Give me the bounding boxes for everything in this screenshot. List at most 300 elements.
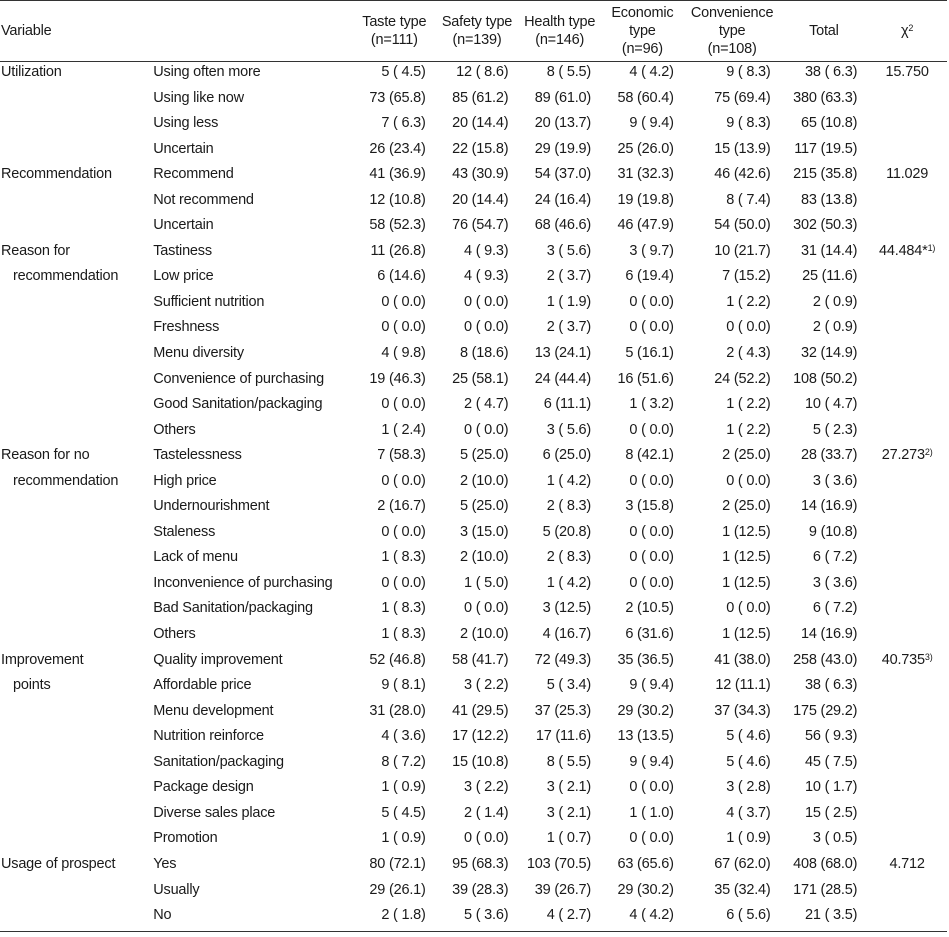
category-cell: Freshness bbox=[153, 319, 220, 336]
category-cell: Others bbox=[153, 626, 196, 643]
variable-cell bbox=[0, 496, 149, 522]
chi-square-cell bbox=[867, 62, 947, 88]
variable-cell bbox=[0, 394, 149, 420]
chi-square-cell bbox=[867, 598, 947, 624]
category-cell: Uncertain bbox=[153, 217, 214, 234]
total-cell: 5 ( 2.3) bbox=[812, 421, 858, 438]
category-cell: Not recommend bbox=[153, 191, 254, 208]
value-cell: 3 (15.8) bbox=[625, 498, 674, 515]
total-cell: 32 (14.9) bbox=[801, 345, 858, 362]
chi-square-cell bbox=[867, 726, 947, 752]
variable-cell bbox=[0, 624, 149, 650]
value-cell: 7 (58.3) bbox=[377, 447, 426, 464]
variable-label: Utilization bbox=[1, 64, 62, 80]
table-row bbox=[0, 803, 947, 829]
variable-cell bbox=[0, 215, 149, 241]
total-cell: 215 (35.8) bbox=[793, 166, 858, 183]
variable-cell bbox=[0, 190, 149, 216]
chi-square-cell bbox=[867, 292, 947, 318]
chi-square-cell bbox=[867, 394, 947, 420]
category-cell: Using less bbox=[153, 115, 219, 132]
variable-label-cont: recommendation bbox=[13, 472, 119, 489]
value-cell: 2 (10.0) bbox=[459, 472, 509, 489]
chi-square-cell bbox=[867, 113, 947, 139]
category-cell: Diverse sales place bbox=[153, 804, 276, 821]
variable-cell bbox=[0, 828, 149, 854]
value-cell: 0 ( 0.0) bbox=[726, 472, 771, 489]
chi-square-cell bbox=[867, 880, 947, 906]
value-cell: 7 (15.2) bbox=[722, 268, 771, 285]
value-cell: 7 ( 6.3) bbox=[381, 115, 426, 132]
value-cell: 0 ( 0.0) bbox=[381, 574, 426, 591]
header-group: Safety type (n=139) bbox=[441, 14, 513, 48]
value-cell: 6 (19.4) bbox=[625, 268, 674, 285]
chi-square-cell bbox=[867, 650, 947, 676]
value-cell: 39 (26.7) bbox=[534, 881, 592, 898]
total-cell: 2 ( 0.9) bbox=[812, 293, 858, 310]
total-cell: 2 ( 0.9) bbox=[812, 319, 858, 336]
table-row bbox=[0, 905, 947, 931]
variable-cell bbox=[0, 62, 149, 88]
variable-cell bbox=[0, 701, 149, 727]
variable-label: Reason for bbox=[1, 242, 70, 259]
value-cell: 2 (10.0) bbox=[459, 549, 509, 566]
value-cell: 6 (25.0) bbox=[542, 447, 592, 464]
value-cell: 2 ( 4.7) bbox=[464, 396, 509, 413]
chi-square-cell bbox=[867, 215, 947, 241]
category-cell: Uncertain bbox=[153, 140, 214, 157]
total-cell: 3 ( 3.6) bbox=[812, 472, 858, 489]
value-cell: 75 (69.4) bbox=[714, 89, 771, 106]
total-cell: 380 (63.3) bbox=[793, 89, 858, 106]
category-cell: Menu diversity bbox=[153, 345, 244, 362]
value-cell: 2 ( 8.3) bbox=[546, 498, 592, 515]
variable-cell bbox=[0, 752, 149, 778]
header-chi-square: $\chi^2$ bbox=[901, 23, 914, 39]
value-cell: 3 (15.0) bbox=[459, 523, 509, 540]
total-cell: 6 ( 7.2) bbox=[812, 549, 858, 566]
value-cell: 2 ( 3.7) bbox=[546, 319, 592, 336]
value-cell: 41 (38.0) bbox=[714, 651, 771, 668]
header-group: Convenience type (n=108) bbox=[690, 5, 774, 57]
value-cell: 1 ( 0.9) bbox=[726, 830, 771, 847]
value-cell: 8 ( 5.5) bbox=[546, 64, 592, 80]
category-cell: Using like now bbox=[153, 89, 244, 106]
total-cell: 56 ( 9.3) bbox=[805, 728, 858, 745]
category-cell: Sufficient nutrition bbox=[153, 293, 265, 310]
chi-square-cell bbox=[867, 471, 947, 497]
value-cell: 20 (14.4) bbox=[452, 191, 509, 208]
total-cell: 175 (29.2) bbox=[793, 702, 858, 719]
total-cell: 14 (16.9) bbox=[801, 626, 858, 643]
value-cell: 1 ( 8.3) bbox=[381, 600, 426, 617]
value-cell: 9 ( 8.1) bbox=[381, 677, 426, 694]
value-cell: 0 ( 0.0) bbox=[464, 319, 509, 336]
value-cell: 5 ( 3.6) bbox=[464, 907, 509, 924]
value-cell: 54 (37.0) bbox=[534, 166, 592, 183]
header-group: Economic type (n=96) bbox=[611, 5, 674, 57]
value-cell: 2 (16.7) bbox=[377, 498, 426, 515]
category-cell: Yes bbox=[153, 855, 177, 872]
value-cell: 0 ( 0.0) bbox=[629, 830, 674, 847]
value-cell: 29 (19.9) bbox=[534, 140, 592, 157]
value-cell: 25 (58.1) bbox=[452, 370, 509, 387]
value-cell: 3 ( 9.7) bbox=[629, 242, 674, 259]
value-cell: 1 ( 4.2) bbox=[546, 574, 592, 591]
value-cell: 46 (47.9) bbox=[617, 217, 674, 234]
value-cell: 2 (25.0) bbox=[722, 498, 771, 515]
value-cell: 15 (13.9) bbox=[714, 140, 771, 157]
value-cell: 0 ( 0.0) bbox=[381, 293, 426, 310]
total-cell: 21 ( 3.5) bbox=[805, 907, 858, 924]
table-row bbox=[0, 573, 947, 599]
value-cell: 41 (36.9) bbox=[369, 166, 426, 183]
value-cell: 9 ( 8.3) bbox=[726, 115, 771, 132]
value-cell: 3 ( 2.1) bbox=[546, 804, 592, 821]
variable-label-cont: points bbox=[13, 677, 51, 694]
variable-cell bbox=[0, 573, 149, 599]
total-cell: 15 ( 2.5) bbox=[805, 804, 858, 821]
category-cell: Tastelessness bbox=[153, 447, 242, 464]
value-cell: 103 (70.5) bbox=[526, 855, 592, 872]
variable-label: Usage of prospect bbox=[1, 855, 116, 872]
value-cell: 85 (61.2) bbox=[452, 89, 509, 106]
variable-label-cont: recommendation bbox=[13, 268, 119, 285]
value-cell: 2 ( 3.7) bbox=[546, 268, 592, 285]
value-cell: 37 (34.3) bbox=[714, 702, 771, 719]
value-cell: 16 (51.6) bbox=[617, 370, 674, 387]
chi-square-cell bbox=[867, 343, 947, 369]
chi-square-cell bbox=[867, 701, 947, 727]
value-cell: 4 ( 2.7) bbox=[546, 907, 592, 924]
chi-square-value: 11.029 bbox=[886, 166, 929, 183]
table-row bbox=[0, 624, 947, 650]
value-cell: 12 (11.1) bbox=[715, 677, 771, 694]
table-row bbox=[0, 164, 947, 190]
table-row bbox=[0, 650, 947, 676]
value-cell: 4 ( 9.3) bbox=[464, 268, 509, 285]
table-row bbox=[0, 369, 947, 395]
category-cell: Others bbox=[153, 421, 196, 438]
chi-square-cell bbox=[867, 190, 947, 216]
value-cell: 2 (25.0) bbox=[722, 447, 771, 464]
chi-square-cell bbox=[867, 547, 947, 573]
variable-label: Improvement bbox=[1, 651, 84, 668]
category-cell: Staleness bbox=[153, 523, 216, 540]
value-cell: 0 ( 0.0) bbox=[381, 319, 426, 336]
value-cell: 8 ( 7.2) bbox=[381, 753, 426, 770]
chi-square-cell bbox=[867, 624, 947, 650]
table-row bbox=[0, 471, 947, 497]
value-cell: 3 ( 5.6) bbox=[546, 421, 592, 438]
value-cell: 8 (42.1) bbox=[625, 447, 674, 464]
table-row bbox=[0, 241, 947, 267]
value-cell: 58 (41.7) bbox=[452, 651, 509, 668]
value-cell: 17 (12.2) bbox=[452, 728, 509, 745]
category-cell: Tastiness bbox=[153, 242, 212, 259]
table-row bbox=[0, 675, 947, 701]
value-cell: 35 (32.4) bbox=[714, 881, 771, 898]
value-cell: 1 ( 4.2) bbox=[546, 472, 592, 489]
table-row bbox=[0, 752, 947, 778]
chi-square-cell bbox=[867, 675, 947, 701]
header-variable: Variable bbox=[1, 23, 52, 39]
chi-square-cell bbox=[867, 317, 947, 343]
category-cell: Recommend bbox=[153, 166, 234, 183]
chi-square-value: 4.712 bbox=[889, 855, 925, 872]
value-cell: 1 (12.5) bbox=[722, 523, 771, 540]
total-cell: 171 (28.5) bbox=[793, 881, 858, 898]
value-cell: 2 ( 1.4) bbox=[464, 804, 509, 821]
value-cell: 4 ( 3.6) bbox=[381, 728, 426, 745]
chi-square-cell bbox=[867, 139, 947, 165]
total-cell: 83 (13.8) bbox=[801, 191, 858, 208]
value-cell: 22 (15.8) bbox=[452, 140, 509, 157]
value-cell: 35 (36.5) bbox=[617, 651, 674, 668]
total-cell: 6 ( 7.2) bbox=[812, 600, 858, 617]
table-row bbox=[0, 445, 947, 471]
value-cell: 5 (20.8) bbox=[542, 523, 592, 540]
value-cell: 1 ( 8.3) bbox=[381, 626, 426, 643]
value-cell: 73 (65.8) bbox=[369, 89, 426, 106]
value-cell: 0 ( 0.0) bbox=[726, 600, 771, 617]
table-row bbox=[0, 496, 947, 522]
value-cell: 80 (72.1) bbox=[369, 855, 426, 872]
chi-square-cell bbox=[867, 445, 947, 471]
total-cell: 117 (19.5) bbox=[794, 140, 858, 157]
variable-cell bbox=[0, 445, 149, 471]
value-cell: 2 (10.5) bbox=[625, 600, 674, 617]
chi-square-cell bbox=[867, 803, 947, 829]
header-row bbox=[0, 1, 947, 62]
category-cell: High price bbox=[153, 472, 217, 489]
category-cell: Quality improvement bbox=[153, 651, 283, 668]
chi-square-cell bbox=[867, 164, 947, 190]
value-cell: 1 ( 0.7) bbox=[546, 830, 592, 847]
category-cell: Inconvenience of purchasing bbox=[153, 574, 333, 591]
variable-cell bbox=[0, 88, 149, 114]
total-cell: 14 (16.9) bbox=[801, 498, 858, 515]
total-cell: 9 (10.8) bbox=[808, 523, 858, 540]
value-cell: 13 (13.5) bbox=[617, 728, 674, 745]
total-cell: 65 (10.8) bbox=[801, 115, 858, 132]
category-cell: Lack of menu bbox=[153, 549, 238, 566]
value-cell: 31 (32.3) bbox=[617, 166, 674, 183]
value-cell: 39 (28.3) bbox=[452, 881, 509, 898]
value-cell: 0 ( 0.0) bbox=[464, 421, 509, 438]
value-cell: 5 ( 4.6) bbox=[726, 753, 771, 770]
variable-cell bbox=[0, 420, 149, 446]
variable-cell bbox=[0, 598, 149, 624]
value-cell: 4 ( 4.2) bbox=[629, 64, 674, 80]
value-cell: 17 (11.6) bbox=[535, 728, 592, 745]
value-cell: 1 ( 2.2) bbox=[726, 421, 771, 438]
table-row bbox=[0, 190, 947, 216]
value-cell: 1 (12.5) bbox=[722, 626, 771, 643]
value-cell: 0 ( 0.0) bbox=[629, 779, 674, 796]
category-cell: Low price bbox=[153, 268, 214, 285]
table-row bbox=[0, 317, 947, 343]
value-cell: 41 (29.5) bbox=[452, 702, 509, 719]
value-cell: 5 ( 4.5) bbox=[381, 64, 426, 80]
value-cell: 1 ( 1.9) bbox=[546, 293, 592, 310]
value-cell: 6 ( 5.6) bbox=[726, 907, 771, 924]
chi-square-cell bbox=[867, 522, 947, 548]
variable-cell bbox=[0, 343, 149, 369]
chi-square-cell bbox=[867, 496, 947, 522]
category-cell: Using often more bbox=[153, 64, 261, 80]
variable-cell bbox=[0, 905, 149, 931]
chi-square-cell bbox=[867, 905, 947, 931]
total-cell: 28 (33.7) bbox=[801, 447, 858, 464]
table-row bbox=[0, 880, 947, 906]
value-cell: 20 (13.7) bbox=[534, 115, 592, 132]
variable-cell bbox=[0, 675, 149, 701]
category-cell: Convenience of purchasing bbox=[153, 370, 324, 387]
value-cell: 89 (61.0) bbox=[534, 89, 592, 106]
value-cell: 1 ( 0.9) bbox=[381, 830, 426, 847]
value-cell: 29 (30.2) bbox=[617, 881, 674, 898]
value-cell: 5 (16.1) bbox=[625, 345, 674, 362]
table-body bbox=[0, 62, 947, 932]
value-cell: 0 ( 0.0) bbox=[464, 600, 509, 617]
chi-square-cell bbox=[867, 369, 947, 395]
value-cell: 24 (44.4) bbox=[534, 370, 592, 387]
table-row bbox=[0, 777, 947, 803]
table-row bbox=[0, 726, 947, 752]
variable-cell bbox=[0, 726, 149, 752]
table-row bbox=[0, 266, 947, 292]
value-cell: 11 (26.8) bbox=[370, 242, 426, 259]
value-cell: 5 (25.0) bbox=[459, 498, 509, 515]
variable-cell bbox=[0, 522, 149, 548]
total-cell: 31 (14.4) bbox=[801, 242, 858, 259]
category-cell: Nutrition reinforce bbox=[153, 728, 264, 745]
value-cell: 0 ( 0.0) bbox=[629, 293, 674, 310]
value-cell: 15 (10.8) bbox=[452, 753, 509, 770]
total-cell: 38 ( 6.3) bbox=[805, 64, 858, 80]
value-cell: 9 ( 9.4) bbox=[629, 677, 674, 694]
variable-cell bbox=[0, 777, 149, 803]
value-cell: 1 ( 2.2) bbox=[726, 396, 771, 413]
variable-cell bbox=[0, 880, 149, 906]
value-cell: 3 (12.5) bbox=[542, 600, 592, 617]
chi-square-value: 44.484* bbox=[879, 242, 928, 259]
value-cell: 5 ( 4.6) bbox=[726, 728, 771, 745]
variable-cell bbox=[0, 471, 149, 497]
chi-square-value: 15.750 bbox=[885, 64, 929, 80]
value-cell: 29 (26.1) bbox=[369, 881, 426, 898]
table-row bbox=[0, 113, 947, 139]
value-cell: 0 ( 0.0) bbox=[464, 830, 509, 847]
value-cell: 0 ( 0.0) bbox=[381, 523, 426, 540]
value-cell: 52 (46.8) bbox=[369, 651, 426, 668]
value-cell: 5 ( 4.5) bbox=[381, 804, 426, 821]
value-cell: 0 ( 0.0) bbox=[629, 421, 674, 438]
value-cell: 1 (12.5) bbox=[722, 574, 771, 591]
value-cell: 9 ( 9.4) bbox=[629, 753, 674, 770]
value-cell: 46 (42.6) bbox=[714, 166, 771, 183]
value-cell: 9 ( 9.4) bbox=[629, 115, 674, 132]
table-row bbox=[0, 420, 947, 446]
total-cell: 302 (50.3) bbox=[793, 217, 858, 234]
variable-label: Recommendation bbox=[1, 166, 112, 183]
value-cell: 0 ( 0.0) bbox=[381, 396, 426, 413]
value-cell: 0 ( 0.0) bbox=[381, 472, 426, 489]
variable-label: Reason for no bbox=[1, 447, 90, 464]
footnote-marker: 1) bbox=[927, 242, 936, 253]
variable-cell bbox=[0, 854, 149, 880]
value-cell: 72 (49.3) bbox=[534, 651, 592, 668]
value-cell: 0 ( 0.0) bbox=[629, 523, 674, 540]
value-cell: 0 ( 0.0) bbox=[629, 549, 674, 566]
value-cell: 3 ( 5.6) bbox=[546, 242, 592, 259]
category-cell: Bad Sanitation/packaging bbox=[153, 600, 313, 617]
value-cell: 20 (14.4) bbox=[452, 115, 509, 132]
value-cell: 6 (11.1) bbox=[543, 396, 592, 413]
total-cell: 10 ( 4.7) bbox=[805, 396, 858, 413]
header-total: Total bbox=[809, 23, 839, 39]
table-row bbox=[0, 88, 947, 114]
value-cell: 19 (46.3) bbox=[369, 370, 426, 387]
category-cell: Sanitation/packaging bbox=[153, 753, 284, 770]
value-cell: 12 ( 8.6) bbox=[456, 64, 509, 80]
value-cell: 8 ( 7.4) bbox=[726, 191, 771, 208]
value-cell: 63 (65.6) bbox=[617, 855, 674, 872]
category-cell: Affordable price bbox=[153, 677, 252, 694]
table-row bbox=[0, 62, 947, 88]
table-row bbox=[0, 292, 947, 318]
chi-square-value: 27.273 bbox=[881, 447, 925, 464]
value-cell: 2 ( 4.3) bbox=[726, 345, 771, 362]
value-cell: 1 ( 1.0) bbox=[629, 804, 674, 821]
value-cell: 4 ( 9.8) bbox=[381, 345, 426, 362]
value-cell: 1 ( 8.3) bbox=[381, 549, 426, 566]
total-cell: 408 (68.0) bbox=[793, 855, 858, 872]
value-cell: 54 (50.0) bbox=[714, 217, 771, 234]
value-cell: 9 ( 8.3) bbox=[726, 64, 771, 80]
value-cell: 8 (18.6) bbox=[459, 345, 509, 362]
table-row bbox=[0, 828, 947, 854]
chi-square-cell bbox=[867, 573, 947, 599]
total-cell: 108 (50.2) bbox=[793, 370, 858, 387]
table-row bbox=[0, 854, 947, 880]
variable-cell bbox=[0, 266, 149, 292]
value-cell: 31 (28.0) bbox=[369, 702, 426, 719]
value-cell: 29 (30.2) bbox=[617, 702, 674, 719]
category-cell: Good Sanitation/packaging bbox=[153, 396, 323, 413]
footnote-marker: 2) bbox=[924, 447, 933, 458]
chi-square-cell bbox=[867, 828, 947, 854]
variable-cell bbox=[0, 241, 149, 267]
value-cell: 2 (10.0) bbox=[459, 626, 509, 643]
chi-square-cell bbox=[867, 777, 947, 803]
table-row bbox=[0, 522, 947, 548]
total-cell: 3 ( 3.6) bbox=[812, 574, 858, 591]
value-cell: 1 ( 5.0) bbox=[464, 574, 509, 591]
total-cell: 38 ( 6.3) bbox=[805, 677, 858, 694]
value-cell: 5 (25.0) bbox=[459, 447, 509, 464]
value-cell: 6 (31.6) bbox=[625, 626, 674, 643]
value-cell: 26 (23.4) bbox=[369, 140, 426, 157]
chi-square-cell bbox=[867, 266, 947, 292]
value-cell: 1 ( 2.4) bbox=[381, 421, 426, 438]
variable-cell bbox=[0, 803, 149, 829]
chi-square-cell bbox=[867, 88, 947, 114]
value-cell: 3 ( 2.8) bbox=[726, 779, 771, 796]
value-cell: 25 (26.0) bbox=[617, 140, 674, 157]
category-cell: Package design bbox=[153, 779, 254, 796]
